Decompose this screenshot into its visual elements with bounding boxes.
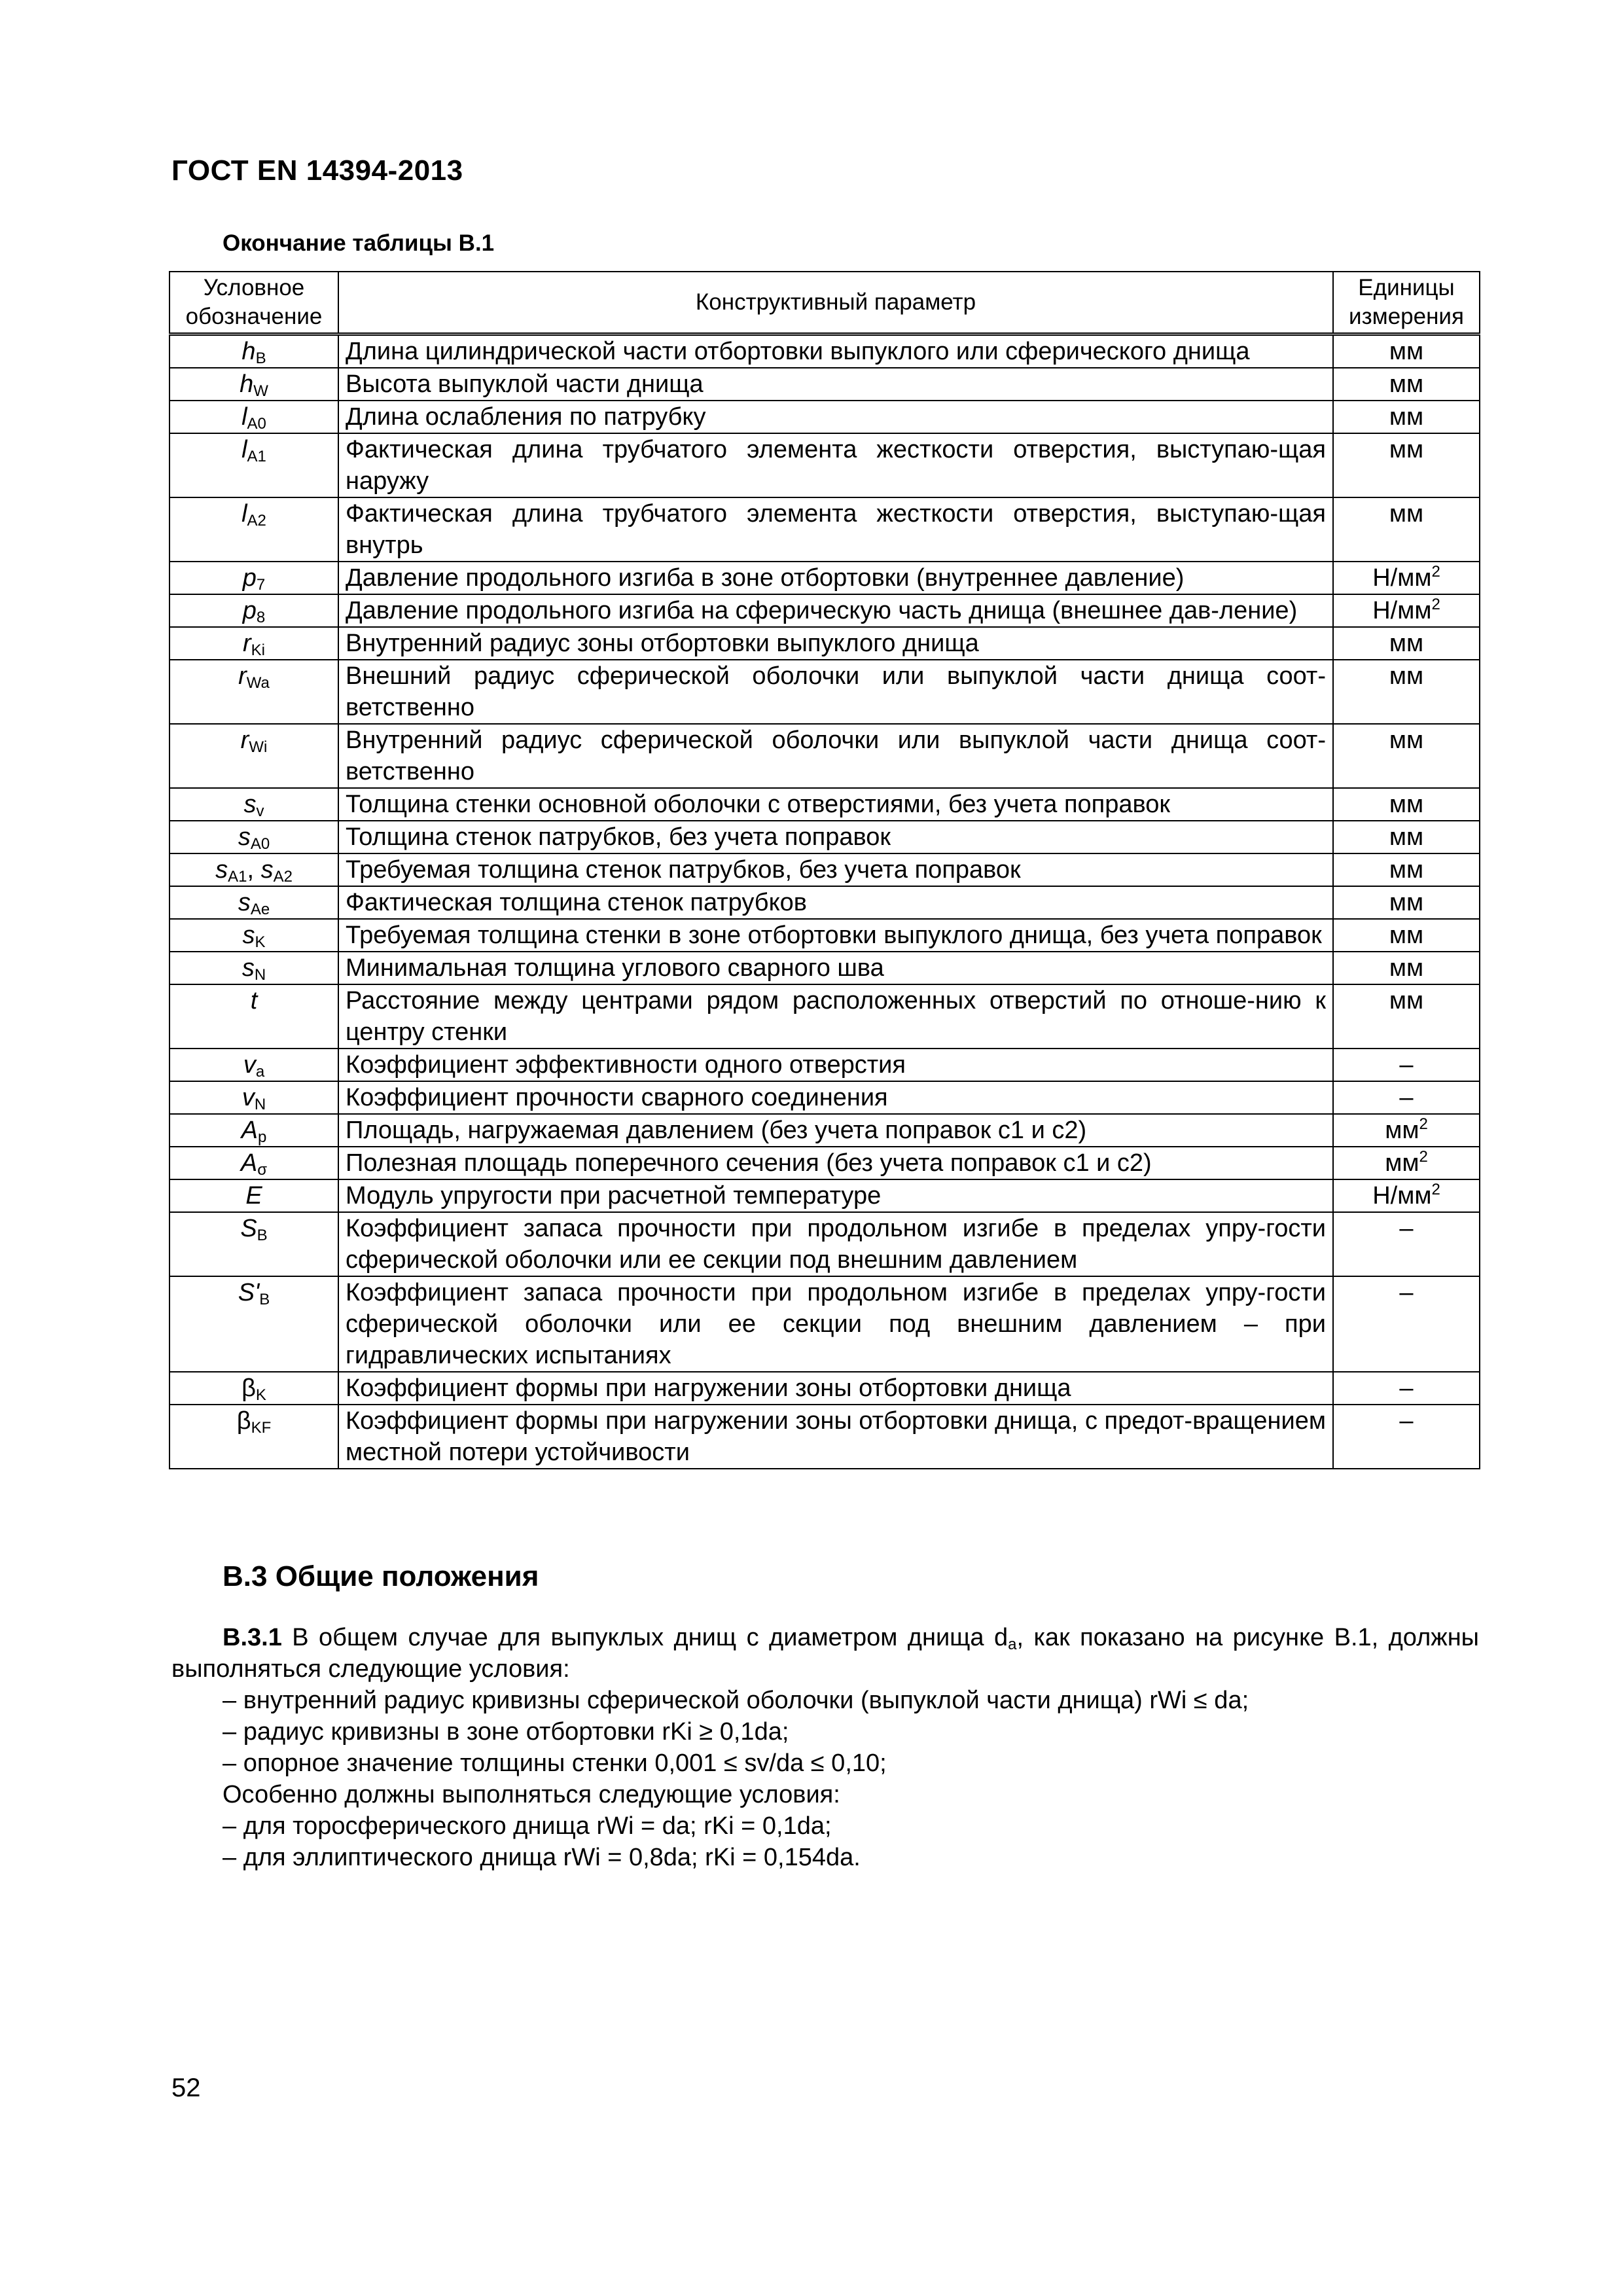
table-row xyxy=(169,401,1480,433)
unit: мм xyxy=(1389,662,1424,690)
unit: Н/мм xyxy=(1372,1182,1432,1210)
symbol-subscript: B xyxy=(257,1227,268,1244)
symbol: h xyxy=(240,370,254,398)
symbol-cell xyxy=(169,1081,338,1114)
clause-paragraph xyxy=(171,1622,1479,1685)
symbol: v xyxy=(243,1051,256,1079)
table-row xyxy=(169,853,1480,886)
symbol-subscript: B xyxy=(259,1291,270,1308)
symbol-cell xyxy=(169,368,338,401)
parameter-description: Толщина стенки основной оболочки с отверстиями, без учета поправок xyxy=(338,788,1333,821)
symbol-cell xyxy=(169,562,338,594)
unit: – xyxy=(1399,1215,1414,1242)
symbol: s xyxy=(241,954,255,982)
page-number: 52 xyxy=(171,2073,201,2102)
parameter-description: Коэффициент прочности сварного соединения xyxy=(338,1081,1333,1114)
unit-cell xyxy=(1333,627,1480,660)
symbol-subscript: 8 xyxy=(256,609,266,626)
symbol: S xyxy=(240,1215,257,1242)
symbol: A xyxy=(240,1149,258,1177)
symbol-cell xyxy=(169,984,338,1049)
parameter-description: Фактическая толщина стенок патрубков xyxy=(338,886,1333,919)
symbol-subscript: K xyxy=(255,1386,266,1404)
symbol: s xyxy=(215,856,228,884)
symbol-subscript: v xyxy=(256,802,264,820)
symbol: s xyxy=(238,823,251,851)
table-row xyxy=(169,1049,1480,1081)
table-row xyxy=(169,433,1480,497)
unit: – xyxy=(1399,1407,1414,1435)
unit: мм xyxy=(1385,1117,1419,1144)
table-row xyxy=(169,724,1480,788)
table-row xyxy=(169,886,1480,919)
unit-cell xyxy=(1333,368,1480,401)
parameter-description: Минимальная толщина углового сварного шва xyxy=(338,952,1333,984)
unit-cell xyxy=(1333,1212,1480,1276)
unit-cell xyxy=(1333,1276,1480,1372)
unit: мм xyxy=(1389,436,1424,463)
parameter-description: Длина ослабления по патрубку xyxy=(338,401,1333,433)
unit: мм xyxy=(1389,726,1424,754)
symbol-cell xyxy=(169,1212,338,1276)
symbol-subscript: N xyxy=(254,966,266,984)
symbol-cell xyxy=(169,433,338,497)
symbol-subscript: A0 xyxy=(247,415,266,433)
symbol-subscript: Ae xyxy=(250,901,270,918)
table-row xyxy=(169,660,1480,724)
unit-cell xyxy=(1333,853,1480,886)
symbol-cell xyxy=(169,886,338,919)
column-header-unit-line2: измерения xyxy=(1349,304,1464,329)
symbol-cell xyxy=(169,1114,338,1147)
symbol: β xyxy=(236,1407,251,1435)
symbol-cell xyxy=(169,401,338,433)
table-row xyxy=(169,368,1480,401)
unit: – xyxy=(1399,1279,1414,1306)
symbol-cell xyxy=(169,1372,338,1405)
parameter-description: Высота выпуклой части днища xyxy=(338,368,1333,401)
table-row xyxy=(169,1405,1480,1469)
unit-cell xyxy=(1333,788,1480,821)
unit-cell xyxy=(1333,1405,1480,1469)
column-header-unit xyxy=(1333,272,1480,334)
table-row xyxy=(169,497,1480,562)
unit-cell xyxy=(1333,562,1480,594)
unit-exponent: 2 xyxy=(1431,1181,1440,1198)
symbol-cell xyxy=(169,1049,338,1081)
symbol-cell xyxy=(169,724,338,788)
parameter-description: Расстояние между центрами рядом расположенных отверстий по отноше-нию к центру стенки xyxy=(338,984,1333,1049)
symbol-cell xyxy=(169,1147,338,1179)
unit-cell xyxy=(1333,334,1480,368)
symbol-subscript: A2 xyxy=(247,512,266,529)
symbol: v xyxy=(241,1084,255,1111)
clause-number: В.3.1 xyxy=(223,1624,282,1651)
condition-item: – радиус кривизны в зоне отбортовки rKi ≥ 0,1da; xyxy=(223,1718,789,1746)
parameter-description: Внутренний радиус зоны отбортовки выпуклого днища xyxy=(338,627,1333,660)
symbol: S' xyxy=(238,1279,260,1306)
symbol-subscript: σ xyxy=(257,1161,268,1179)
symbol: l xyxy=(241,403,247,431)
column-header-symbol-line1: Условное xyxy=(203,275,305,300)
parameter-description: Коэффициент эффективности одного отверстия xyxy=(338,1049,1333,1081)
table-row xyxy=(169,1179,1480,1212)
unit-cell xyxy=(1333,594,1480,627)
table-row xyxy=(169,1372,1480,1405)
table-row xyxy=(169,594,1480,627)
symbol-cell xyxy=(169,1179,338,1212)
column-header-symbol-line2: обозначение xyxy=(185,304,323,329)
document-code: ГОСТ EN 14394-2013 xyxy=(171,154,463,187)
symbol-cell xyxy=(169,1276,338,1372)
symbol-subscript: 7 xyxy=(256,576,266,594)
unit-cell xyxy=(1333,497,1480,562)
unit: мм xyxy=(1389,922,1424,949)
parameter-description: Требуемая толщина стенки в зоне отбортовки выпуклого днища, без учета поправок xyxy=(338,919,1333,952)
table-row xyxy=(169,1081,1480,1114)
symbol: s xyxy=(238,889,251,916)
unit: мм xyxy=(1389,630,1424,657)
unit-exponent: 2 xyxy=(1419,1115,1428,1133)
table-row xyxy=(169,952,1480,984)
symbol-subscript: A0 xyxy=(250,835,270,853)
symbol-subscript: B xyxy=(255,350,266,367)
parameter-description: Коэффициент запаса прочности при продольном изгибе в пределах упру-гости сферической оболочки или ее секции под внешним давлением xyxy=(338,1212,1333,1276)
table-row xyxy=(169,821,1480,853)
unit-exponent: 2 xyxy=(1431,596,1440,613)
unit-exponent: 2 xyxy=(1419,1148,1428,1166)
condition-item: – внутренний радиус кривизны сферической оболочки (выпуклой части днища) rWi ≤ da; xyxy=(223,1687,1249,1714)
special-condition-item: – для торосферического днища rWi = da; rKi = 0,1da; xyxy=(223,1812,832,1840)
symbol-cell xyxy=(169,497,338,562)
symbol: s xyxy=(260,856,274,884)
symbol-cell xyxy=(169,821,338,853)
symbol-cell xyxy=(169,627,338,660)
symbol-subscript: p xyxy=(258,1128,267,1146)
parameter-description: Внутренний радиус сферической оболочки или выпуклой части днища соот-ветственно xyxy=(338,724,1333,788)
unit-cell xyxy=(1333,660,1480,724)
unit-cell xyxy=(1333,1114,1480,1147)
unit-cell xyxy=(1333,919,1480,952)
symbol: r xyxy=(243,630,251,657)
table-row xyxy=(169,334,1480,368)
table-row xyxy=(169,919,1480,952)
clause-intro-tail: , как показано на рисунке В.1, должны выполняться следующие условия: xyxy=(171,1624,1479,1683)
unit: Н/мм xyxy=(1372,564,1432,592)
unit: мм xyxy=(1389,370,1424,398)
table-row xyxy=(169,788,1480,821)
table-row xyxy=(169,562,1480,594)
parameter-description: Давление продольного изгиба в зоне отбортовки (внутреннее давление) xyxy=(338,562,1333,594)
symbol: E xyxy=(245,1182,262,1210)
unit: мм xyxy=(1389,338,1424,365)
parameter-description: Коэффициент запаса прочности при продольном изгибе в пределах упру-гости сферической оболочки или ее секции под внешним давлением – при гидравлических испытаниях xyxy=(338,1276,1333,1372)
symbol-cell xyxy=(169,660,338,724)
symbol-subscript: A2 xyxy=(273,868,293,886)
symbol: s xyxy=(242,922,255,949)
unit: мм xyxy=(1389,823,1424,851)
special-condition-item: – для эллиптического днища rWi = 0,8da; rKi = 0,154da. xyxy=(223,1844,861,1871)
symbol: t xyxy=(250,987,258,1014)
unit-cell xyxy=(1333,1372,1480,1405)
column-header-symbol xyxy=(169,272,338,334)
symbol-cell xyxy=(169,334,338,368)
unit-cell xyxy=(1333,886,1480,919)
unit: мм xyxy=(1389,403,1424,431)
symbol-subscript: Wa xyxy=(246,674,270,692)
unit: мм xyxy=(1389,889,1424,916)
unit-cell xyxy=(1333,952,1480,984)
parameter-description: Требуемая толщина стенок патрубков, без учета поправок xyxy=(338,853,1333,886)
parameter-description: Фактическая длина трубчатого элемента жесткости отверстия, выступаю-щая внутрь xyxy=(338,497,1333,562)
table-body xyxy=(169,334,1480,1469)
symbol-subscript: K xyxy=(255,933,266,951)
symbol-cell xyxy=(169,919,338,952)
table-row xyxy=(169,984,1480,1049)
unit-cell xyxy=(1333,1179,1480,1212)
unit: – xyxy=(1399,1084,1414,1111)
symbol-cell xyxy=(169,952,338,984)
parameter-description: Внешний радиус сферической оболочки или выпуклой части днища соот-ветственно xyxy=(338,660,1333,724)
unit: – xyxy=(1399,1374,1414,1402)
table-row xyxy=(169,1212,1480,1276)
table-row xyxy=(169,1276,1480,1372)
unit: мм xyxy=(1389,500,1424,528)
symbol: p xyxy=(242,597,257,624)
unit: мм xyxy=(1385,1149,1419,1177)
symbol-subscript: KF xyxy=(251,1419,272,1437)
table-row xyxy=(169,1147,1480,1179)
unit-cell xyxy=(1333,821,1480,853)
unit-exponent: 2 xyxy=(1431,563,1440,581)
symbol: p xyxy=(242,564,257,592)
symbol: h xyxy=(241,338,256,365)
parameter-description: Фактическая длина трубчатого элемента жесткости отверстия, выступаю-щая наружу xyxy=(338,433,1333,497)
unit-cell xyxy=(1333,984,1480,1049)
parameter-description: Давление продольного изгиба на сферическую часть днища (внешнее дав-ление) xyxy=(338,594,1333,627)
special-conditions-intro: Особенно должны выполняться следующие условия: xyxy=(223,1781,840,1808)
unit-cell xyxy=(1333,1147,1480,1179)
clause-intro-sub: a xyxy=(1008,1636,1017,1653)
unit: мм xyxy=(1389,954,1424,982)
table-row xyxy=(169,1114,1480,1147)
symbol-subscript: A1 xyxy=(228,868,247,886)
symbol-cell xyxy=(169,853,338,886)
parameter-description: Толщина стенок патрубков, без учета поправок xyxy=(338,821,1333,853)
parameters-table xyxy=(169,271,1480,1469)
section-body xyxy=(171,1622,1479,1873)
table-row xyxy=(169,627,1480,660)
condition-item: – опорное значение толщины стенки 0,001 ≤ sv/da ≤ 0,10; xyxy=(223,1749,887,1777)
table-header-row xyxy=(169,272,1480,334)
symbol-subscript: a xyxy=(255,1063,265,1081)
column-header-unit-line1: Единицы xyxy=(1358,275,1455,300)
symbol-cell xyxy=(169,1405,338,1469)
parameter-description: Модуль упругости при расчетной температуре xyxy=(338,1179,1333,1212)
unit-cell xyxy=(1333,1049,1480,1081)
symbol-subscript: Ki xyxy=(251,641,265,659)
unit: мм xyxy=(1389,987,1424,1014)
symbol-cell xyxy=(169,788,338,821)
parameter-description: Полезная площадь поперечного сечения (без учета поправок c1 и c2) xyxy=(338,1147,1333,1179)
symbol: s xyxy=(243,791,257,818)
unit-cell xyxy=(1333,1081,1480,1114)
parameter-description: Коэффициент формы при нагружении зоны отбортовки днища xyxy=(338,1372,1333,1405)
table-caption: Окончание таблицы В.1 xyxy=(223,230,495,256)
unit: Н/мм xyxy=(1372,597,1432,624)
symbol: β xyxy=(241,1374,256,1402)
unit: мм xyxy=(1389,791,1424,818)
symbol: r xyxy=(240,726,249,754)
symbol-subscript: W xyxy=(253,382,268,400)
section-title: В.3 Общие положения xyxy=(223,1560,539,1592)
unit: – xyxy=(1399,1051,1414,1079)
symbol: l xyxy=(241,500,247,528)
parameter-description: Площадь, нагружаемая давлением (без учета поправок c1 и c2) xyxy=(338,1114,1333,1147)
symbol-subscript: Wi xyxy=(249,738,268,756)
unit-cell xyxy=(1333,433,1480,497)
parameter-description: Длина цилиндрической части отбортовки выпуклого или сферического днища xyxy=(338,334,1333,368)
unit-cell xyxy=(1333,724,1480,788)
unit: мм xyxy=(1389,856,1424,884)
symbol: A xyxy=(241,1117,258,1144)
symbol-cell xyxy=(169,594,338,627)
symbol: r xyxy=(238,662,247,690)
unit-cell xyxy=(1333,401,1480,433)
symbol: l xyxy=(241,436,247,463)
clause-intro: В общем случае для выпуклых днищ с диаметром днища d xyxy=(292,1624,1008,1651)
symbol-subscript: A1 xyxy=(247,448,266,465)
column-header-parameter: Конструктивный параметр xyxy=(338,272,1333,334)
parameter-description: Коэффициент формы при нагружении зоны отбортовки днища, с предот-вращением местной потери устойчивости xyxy=(338,1405,1333,1469)
symbol-separator: , xyxy=(247,856,261,884)
symbol-subscript: N xyxy=(254,1096,266,1113)
